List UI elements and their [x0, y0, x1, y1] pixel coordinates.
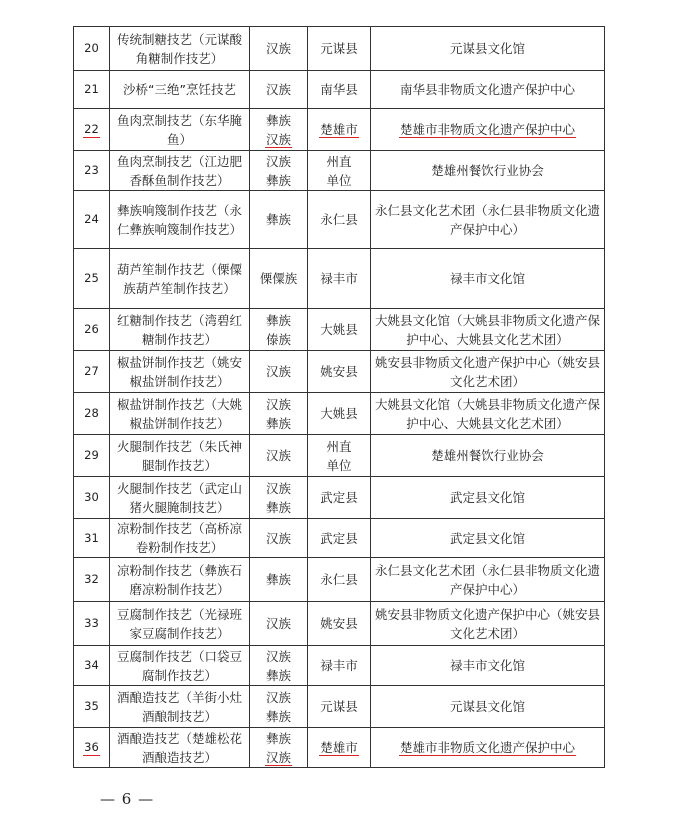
protection-unit-cell — [371, 558, 605, 602]
protection-unit-cell — [371, 686, 605, 728]
table-row — [74, 71, 605, 109]
protection-unit-cell — [371, 351, 605, 393]
project-name: 凉粉制作技艺（高桥凉卷粉制作技艺） — [116, 521, 242, 555]
row-number-cell — [74, 435, 110, 477]
project-name-cell — [110, 351, 250, 393]
project-name-cell — [110, 519, 250, 558]
region: 禄丰市 — [320, 658, 358, 673]
region: 州直 单位 — [326, 438, 352, 473]
table-row — [74, 309, 605, 351]
region-cell — [308, 71, 371, 109]
row-number: 29 — [84, 448, 99, 462]
region-cell — [308, 393, 371, 435]
region-cell — [308, 27, 371, 71]
ethnic-group-cell — [250, 71, 308, 109]
ethnic-group: 汉族 彝族 — [265, 153, 291, 188]
ethnic-group: 汉族 彝族 — [265, 396, 291, 431]
project-name: 葫芦笙制作技艺（傈僳族葫芦笙制作技艺） — [116, 261, 242, 296]
region: 南华县 — [320, 82, 358, 97]
project-name-cell — [110, 435, 250, 477]
row-number: 36 — [84, 738, 99, 757]
ethnic-group: 汉族 — [265, 82, 291, 97]
table-row — [74, 249, 605, 309]
protection-unit: 南华县非物质文化遗产保护中心 — [399, 82, 575, 97]
region-cell — [308, 109, 371, 151]
ethnic-group: 汉族 — [265, 364, 291, 379]
project-name: 酒酿造技艺（楚雄松花酒酿造技艺） — [116, 730, 242, 765]
row-number-cell — [74, 646, 110, 686]
protection-unit: 楚雄市非物质文化遗产保护中心 — [399, 740, 575, 755]
row-number-cell — [74, 309, 110, 351]
project-name-cell — [110, 71, 250, 109]
region-cell — [308, 435, 371, 477]
protection-unit: 姚安县非物质文化遗产保护中心（姚安县文化艺术团） — [374, 354, 600, 389]
row-number-cell — [74, 151, 110, 191]
protection-unit-cell — [371, 309, 605, 351]
row-number-cell — [74, 191, 110, 249]
page-number: — 6 — — [100, 790, 155, 808]
protection-unit: 大姚县文化馆（大姚县非物质文化遗产保护中心、大姚县文化艺术团） — [374, 312, 600, 347]
ethnic-group: 彝族 — [265, 212, 291, 227]
ethnic-group-cell — [250, 109, 308, 151]
ethnic-group: 彝族 傣族 — [265, 312, 291, 347]
protection-unit: 元谋县文化馆 — [449, 699, 525, 714]
project-name: 椒盐饼制作技艺（大姚椒盐饼制作技艺） — [116, 396, 242, 431]
ethnic-group: 汉族 — [265, 530, 291, 546]
region: 元谋县 — [320, 41, 358, 56]
region: 大姚县 — [320, 406, 358, 421]
region: 楚雄市 — [320, 122, 358, 137]
table-row — [74, 109, 605, 151]
ethnic-group: 汉族 彝族 — [265, 648, 291, 683]
row-number-cell — [74, 71, 110, 109]
protection-unit: 禄丰市文化馆 — [449, 271, 525, 286]
row-number-cell — [74, 686, 110, 728]
project-name-cell — [110, 109, 250, 151]
project-name-cell — [110, 191, 250, 249]
protection-unit-cell — [371, 646, 605, 686]
region-cell — [308, 351, 371, 393]
project-name: 豆腐制作技艺（光禄班家豆腐制作技艺） — [116, 606, 242, 641]
row-number: 24 — [84, 212, 99, 226]
row-number-cell — [74, 558, 110, 602]
table-row — [74, 558, 605, 602]
protection-unit: 禄丰市文化馆 — [449, 658, 525, 673]
ethnic-group-cell — [250, 309, 308, 351]
table-row — [74, 519, 605, 558]
project-name: 传统制糖技艺（元谋酸角糖制作技艺） — [116, 31, 242, 66]
protection-unit-cell — [371, 393, 605, 435]
ethnic-group-cell — [250, 393, 308, 435]
region-cell — [308, 249, 371, 309]
protection-unit: 姚安县非物质文化遗产保护中心（姚安县文化艺术团） — [374, 606, 600, 641]
row-number: 22 — [84, 120, 99, 139]
protection-unit: 楚雄州餐饮行业协会 — [431, 163, 544, 178]
ethnic-group-cell — [250, 519, 308, 558]
table-row — [74, 602, 605, 646]
ethnic-group-cell — [250, 602, 308, 646]
protection-unit: 永仁县文化艺术团（永仁县非物质文化遗产保护中心） — [374, 562, 600, 597]
region-cell — [308, 728, 371, 768]
ethnic-group-cell — [250, 351, 308, 393]
ethnic-group: 汉族 彝族 — [265, 480, 291, 515]
region-cell — [308, 686, 371, 728]
protection-unit-cell — [371, 71, 605, 109]
row-number: 27 — [84, 364, 99, 378]
protection-unit: 元谋县文化馆 — [449, 41, 525, 56]
region: 禄丰市 — [320, 271, 358, 286]
protection-unit: 大姚县文化馆（大姚县非物质文化遗产保护中心、大姚县文化艺术团） — [374, 396, 600, 431]
table-row — [74, 351, 605, 393]
region: 元谋县 — [320, 699, 358, 714]
table-body — [74, 27, 605, 768]
region-cell — [308, 602, 371, 646]
ethnic-group: 彝族 — [265, 572, 291, 587]
ethnic-group-cell — [250, 435, 308, 477]
project-name-cell — [110, 477, 250, 519]
protection-unit: 楚雄州餐饮行业协会 — [431, 448, 544, 463]
project-name-cell — [110, 558, 250, 602]
project-name-cell — [110, 151, 250, 191]
ethnic-group-cell — [250, 191, 308, 249]
table-row — [74, 191, 605, 249]
row-number: 20 — [84, 41, 99, 55]
row-number-cell — [74, 249, 110, 309]
project-name-cell — [110, 686, 250, 728]
protection-unit-cell — [371, 191, 605, 249]
project-name-cell — [110, 602, 250, 646]
region-cell — [308, 477, 371, 519]
project-name-cell — [110, 393, 250, 435]
table-row — [74, 27, 605, 71]
protection-unit: 楚雄市非物质文化遗产保护中心 — [399, 122, 575, 137]
region: 州直 单位 — [326, 153, 352, 188]
ethnic-group-cell — [250, 686, 308, 728]
ethnic-group: 汉族 彝族 — [265, 689, 291, 724]
table-row — [74, 477, 605, 519]
row-number-cell — [74, 728, 110, 768]
row-number-cell — [74, 351, 110, 393]
protection-unit-cell — [371, 519, 605, 558]
project-name-cell — [110, 27, 250, 71]
region-cell — [308, 646, 371, 686]
protection-unit: 武定县文化馆 — [449, 490, 525, 505]
project-name-cell — [110, 728, 250, 768]
row-number: 25 — [84, 271, 99, 285]
protection-unit-cell — [371, 602, 605, 646]
ethnic-group-cell — [250, 558, 308, 602]
row-number-cell — [74, 602, 110, 646]
ethnic-group-cell — [250, 249, 308, 309]
protection-unit-cell — [371, 27, 605, 71]
table-row — [74, 646, 605, 686]
region-cell — [308, 519, 371, 558]
row-number-cell — [74, 519, 110, 558]
row-number-cell — [74, 477, 110, 519]
table-row — [74, 728, 605, 768]
project-name: 火腿制作技艺（朱氏神腿制作技艺） — [116, 438, 242, 473]
row-number: 32 — [84, 572, 99, 586]
protection-unit-cell — [371, 435, 605, 477]
row-number: 23 — [84, 163, 99, 177]
table-row — [74, 151, 605, 191]
ethnic-group-cell — [250, 477, 308, 519]
project-name: 彝族响篾制作技艺（永仁彝族响篾制作技艺） — [116, 202, 242, 237]
row-number: 34 — [84, 658, 99, 672]
ethnic-group: 彝族 汉族 — [265, 730, 291, 765]
region-cell — [308, 191, 371, 249]
ethnic-group: 彝族 汉族 — [265, 112, 291, 147]
project-name: 凉粉制作技艺（彝族石磨凉粉制作技艺） — [116, 562, 242, 597]
project-name: 沙桥“三绝”烹饪技艺 — [123, 82, 236, 97]
project-name: 鱼肉烹制技艺（江边肥香酥鱼制作技艺） — [116, 153, 242, 188]
ethnic-group: 傈僳族 — [259, 271, 298, 286]
heritage-table — [73, 26, 605, 768]
ethnic-group-cell — [250, 151, 308, 191]
region: 姚安县 — [320, 364, 358, 379]
row-number-cell — [74, 27, 110, 71]
ethnic-group: 汉族 — [265, 616, 291, 631]
project-name-cell — [110, 309, 250, 351]
region: 姚安县 — [320, 616, 358, 631]
project-name: 红糖制作技艺（湾碧红糖制作技艺） — [116, 312, 242, 347]
region: 楚雄市 — [320, 740, 358, 755]
row-number: 30 — [84, 490, 99, 504]
region-cell — [308, 558, 371, 602]
region: 武定县 — [320, 490, 358, 505]
project-name-cell — [110, 646, 250, 686]
row-number-cell — [74, 393, 110, 435]
protection-unit-cell — [371, 728, 605, 768]
region: 永仁县 — [320, 212, 358, 227]
protection-unit: 武定县文化馆 — [449, 530, 525, 546]
row-number: 35 — [84, 699, 99, 713]
project-name-cell — [110, 249, 250, 309]
row-number: 26 — [84, 322, 99, 336]
protection-unit: 永仁县文化艺术团（永仁县非物质文化遗产保护中心） — [374, 202, 600, 237]
region: 永仁县 — [320, 572, 358, 587]
protection-unit-cell — [371, 249, 605, 309]
row-number: 31 — [84, 530, 99, 545]
ethnic-group-cell — [250, 728, 308, 768]
table-row — [74, 686, 605, 728]
table-row — [74, 435, 605, 477]
table-row — [74, 393, 605, 435]
ethnic-group-cell — [250, 27, 308, 71]
ethnic-group: 汉族 — [265, 448, 291, 463]
region-cell — [308, 151, 371, 191]
protection-unit-cell — [371, 477, 605, 519]
region: 武定县 — [320, 530, 358, 546]
row-number: 21 — [84, 82, 99, 96]
row-number: 33 — [84, 616, 99, 630]
protection-unit-cell — [371, 151, 605, 191]
region: 大姚县 — [320, 322, 358, 337]
project-name: 豆腐制作技艺（口袋豆腐制作技艺） — [116, 648, 242, 683]
project-name: 椒盐饼制作技艺（姚安椒盐饼制作技艺） — [116, 354, 242, 389]
row-number-cell — [74, 109, 110, 151]
ethnic-group: 汉族 — [265, 41, 291, 56]
project-name: 鱼肉烹制技艺（东华腌鱼） — [116, 112, 242, 147]
project-name: 火腿制作技艺（武定山猪火腿腌制技艺） — [116, 480, 242, 515]
region-cell — [308, 309, 371, 351]
protection-unit-cell — [371, 109, 605, 151]
project-name: 酒酿造技艺（羊街小灶酒酿制技艺） — [116, 689, 242, 724]
ethnic-group-cell — [250, 646, 308, 686]
row-number: 28 — [84, 406, 99, 420]
